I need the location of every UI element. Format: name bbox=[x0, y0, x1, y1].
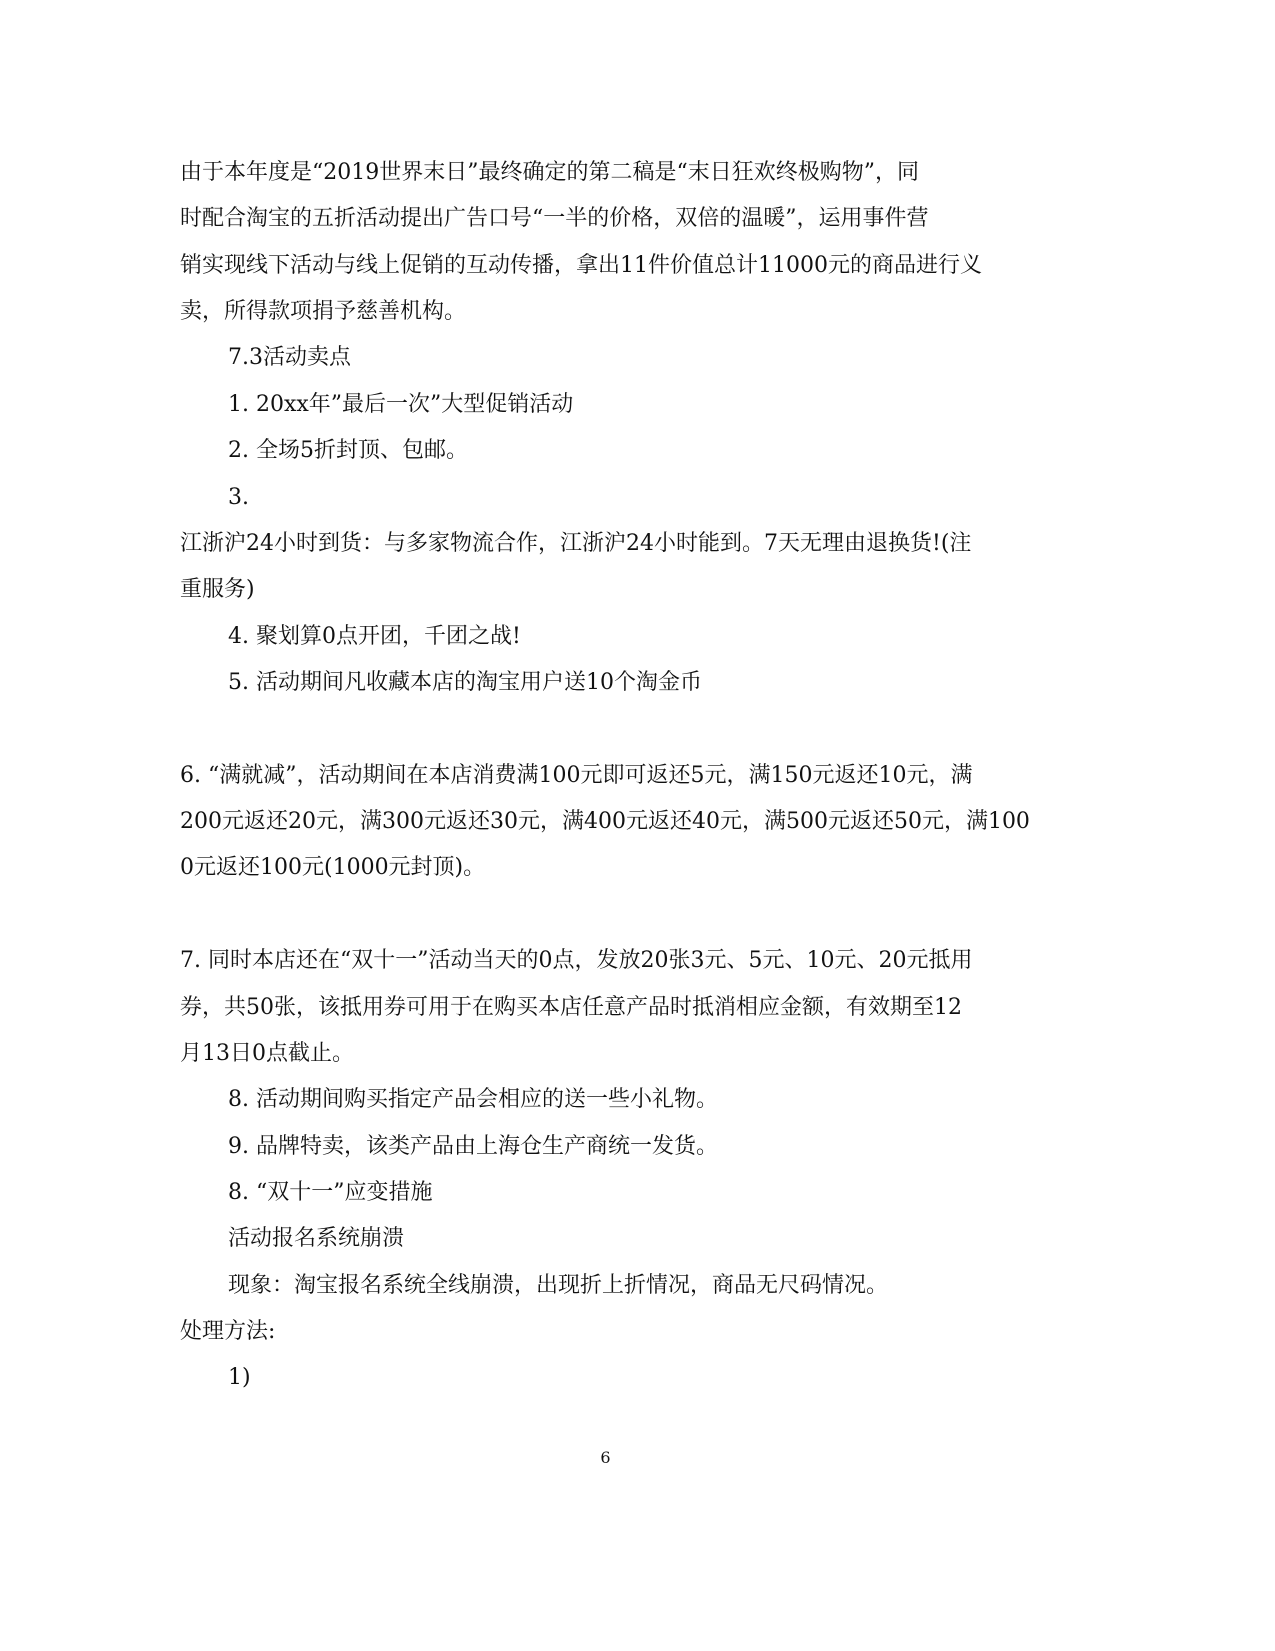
paragraph-line: 0元返还100元(1000元封顶)。 bbox=[180, 855, 486, 880]
list-item: 9. 品牌特卖，该类产品由上海仓生产商统一发货。 bbox=[228, 1134, 718, 1159]
list-item: 1) bbox=[228, 1365, 251, 1390]
paragraph-line: 时配合淘宝的五折活动提出广告口号“一半的价格，双倍的温暖”，运用事件营 bbox=[180, 206, 929, 231]
paragraph-line: 重服务) bbox=[180, 577, 255, 602]
list-item: 3. bbox=[228, 485, 249, 510]
paragraph-line: 由于本年度是“2019世界末日”最终确定的第二稿是“末日狂欢终极购物”，同 bbox=[180, 160, 919, 185]
paragraph-line: 江浙沪24小时到货：与多家物流合作，江浙沪24小时能到。7天无理由退换货!(注 bbox=[180, 531, 972, 556]
list-item: 5. 活动期间凡收藏本店的淘宝用户送10个淘金币 bbox=[228, 670, 702, 695]
paragraph-line: 200元返还20元，满300元返还30元，满400元返还40元，满500元返还50元，满100 bbox=[180, 809, 1030, 834]
section-heading: 7.3活动卖点 bbox=[228, 345, 351, 370]
paragraph-line: 券，共50张，该抵用券可用于在购买本店任意产品时抵消相应金额，有效期至12 bbox=[180, 995, 962, 1020]
paragraph-line: 销实现线下活动与线上促销的互动传播，拿出11件价值总计11000元的商品进行义 bbox=[180, 253, 982, 278]
page-number: 6 bbox=[600, 1448, 611, 1467]
list-item: 8. 活动期间购买指定产品会相应的送一些小礼物。 bbox=[228, 1087, 718, 1112]
section-heading: 8. “双十一”应变措施 bbox=[228, 1180, 433, 1205]
list-item: 2. 全场5折封顶、包邮。 bbox=[228, 438, 468, 463]
list-item: 1. 20xx年”最后一次”大型促销活动 bbox=[228, 392, 574, 417]
paragraph-line: 处理方法: bbox=[180, 1319, 276, 1344]
paragraph-line: 月13日0点截止。 bbox=[180, 1041, 354, 1066]
paragraph-line: 卖，所得款项捐予慈善机构。 bbox=[180, 299, 467, 324]
list-item: 7. 同时本店还在“双十一”活动当天的0点，发放20张3元、5元、10元、20元抵用 bbox=[180, 948, 973, 973]
subsection-heading: 活动报名系统崩溃 bbox=[228, 1226, 405, 1251]
list-item: 4. 聚划算0点开团，千团之战! bbox=[228, 624, 521, 649]
list-item: 6. “满就减”，活动期间在本店消费满100元即可返还5元，满150元返还10元，满 bbox=[180, 763, 973, 788]
paragraph-line: 现象：淘宝报名系统全线崩溃，出现折上折情况，商品无尺码情况。 bbox=[228, 1273, 889, 1298]
